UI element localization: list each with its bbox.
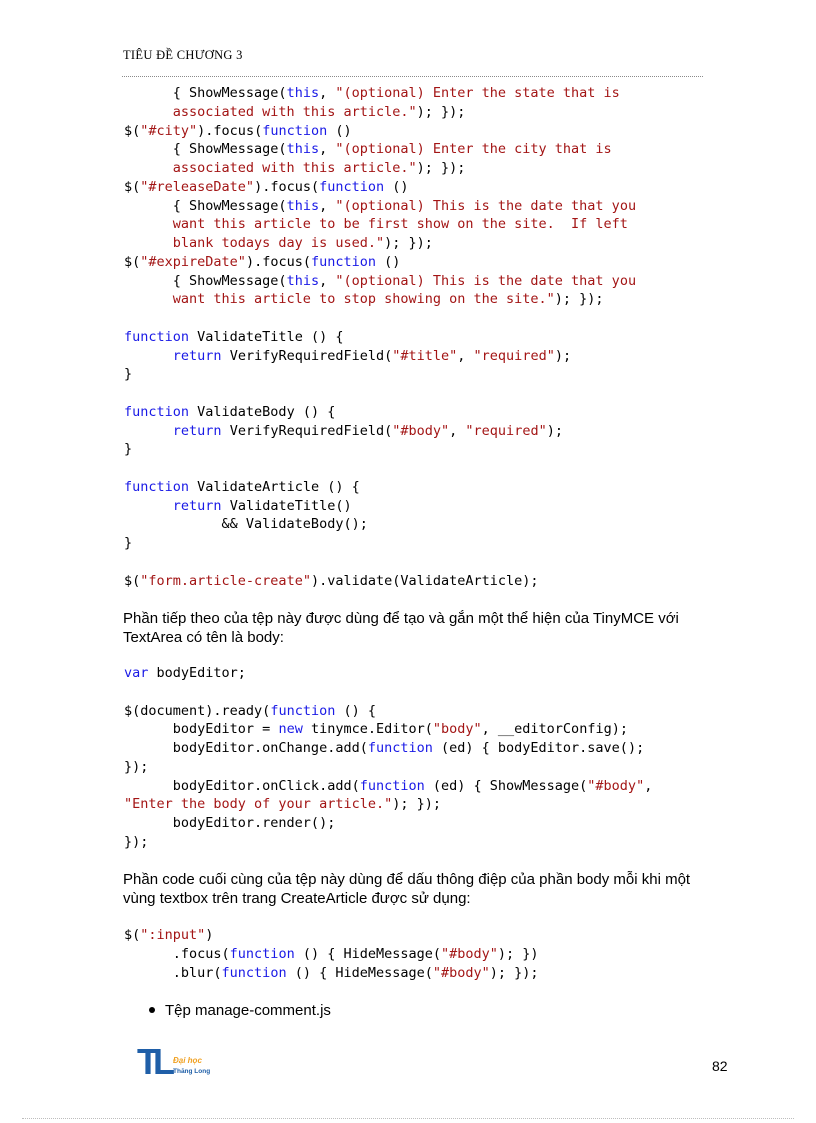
code-block-hide-message: [124, 926, 539, 982]
code-token: (ed) { ShowMessage(: [424, 777, 588, 794]
code-token: }: [124, 535, 133, 551]
code-token: ,: [319, 141, 336, 158]
logo-line-2: Thăng Long: [173, 1068, 211, 1075]
code-token: (): [327, 122, 352, 139]
code-token: .blur(: [124, 964, 222, 981]
code-token: VerifyRequiredField(: [221, 347, 393, 364]
code-line: [124, 927, 213, 943]
code-token: () { HideMessage(: [294, 945, 442, 962]
code-token: "required": [473, 347, 555, 364]
code-token: this: [286, 272, 320, 289]
code-token: tinymce.Editor(: [302, 721, 433, 738]
code-line: [124, 160, 465, 176]
code-token: ,: [457, 347, 474, 364]
code-token: ,: [319, 85, 336, 101]
code-token: ); });: [416, 160, 466, 176]
code-token: }: [124, 366, 133, 383]
code-token: ).focus(: [197, 122, 263, 139]
code-token: "#body": [432, 964, 490, 981]
code-token: ,: [449, 422, 466, 439]
page-header-title: TIÊU ĐỀ CHƯƠNG 3: [123, 48, 243, 62]
bullet-item-manage-comment: [149, 1001, 331, 1020]
code-line: [124, 759, 148, 775]
code-line: [124, 479, 360, 495]
code-line: [124, 123, 352, 139]
code-token: ); });: [392, 796, 441, 813]
code-token: ); });: [384, 235, 433, 251]
code-token: $(: [124, 178, 141, 195]
code-token: { ShowMessage(: [124, 85, 287, 101]
code-line: [124, 796, 441, 812]
code-token: "#expireDate": [140, 253, 246, 270]
code-line: [124, 516, 368, 532]
code-token: this: [286, 141, 320, 158]
code-line: [124, 965, 539, 981]
code-token: "#title": [392, 347, 458, 364]
code-token: (): [376, 253, 401, 270]
code-line: [124, 703, 376, 719]
code-token: $(document).ready(: [124, 702, 271, 719]
code-line: [124, 235, 433, 251]
bullet-text: Tệp manage-comment.js: [165, 1002, 331, 1019]
code-token: function: [319, 178, 385, 195]
code-token: ,: [644, 777, 653, 794]
logo-line-1: Đại học: [173, 1056, 202, 1065]
code-token: "#body": [441, 945, 498, 962]
code-token: function: [367, 740, 433, 756]
code-line: [124, 329, 343, 345]
code-token: ValidateBody () {: [189, 403, 336, 420]
code-line: [124, 404, 335, 420]
code-line: [124, 778, 652, 794]
code-token: () { HideMessage(: [286, 964, 433, 981]
code-token: (): [384, 178, 409, 195]
code-token: associated with this article.": [124, 103, 417, 120]
code-line: [124, 441, 132, 457]
code-token: "(optional) Enter the state that is: [335, 85, 620, 101]
university-logo: [137, 1042, 227, 1078]
code-token: ).validate(ValidateArticle);: [310, 572, 539, 589]
code-token: function: [262, 122, 328, 139]
code-line: [124, 291, 604, 307]
code-line: [124, 216, 628, 232]
code-line: [124, 834, 148, 850]
code-token: });: [124, 833, 149, 850]
code-line: [124, 348, 571, 364]
code-token: $(: [124, 927, 141, 943]
code-token: return: [172, 422, 222, 439]
code-token: ); });: [554, 291, 604, 308]
code-token: && ValidateBody();: [124, 516, 368, 533]
paragraph-hide-message-intro: Phần code cuối cùng của tệp này dùng để dấu thông điệp của phần body mỗi khi một vùng textbox trên trang CreateArticle được sử dụng:: [123, 871, 691, 907]
code-token: "(optional) Enter the city that is: [335, 141, 612, 158]
code-line: [124, 366, 132, 382]
code-token: , __editorConfig);: [481, 721, 628, 738]
code-token: "body": [432, 721, 482, 738]
code-token: "Enter the body of your article.": [124, 796, 393, 813]
paragraph-tinymce-intro: Phần tiếp theo của tệp này được dùng để tạo và gắn một thể hiện của TinyMCE với TextArea có tên là body:: [123, 610, 679, 646]
code-line: [124, 721, 628, 737]
code-token: ValidateTitle(): [221, 497, 352, 514]
code-token: "#city": [140, 122, 198, 139]
code-token: );: [554, 347, 572, 364]
logo-mark: TL: [137, 1042, 169, 1078]
code-token: { ShowMessage(: [124, 197, 287, 214]
code-line: [124, 141, 612, 157]
code-token: ValidateTitle () {: [189, 328, 344, 345]
code-token: ); }): [497, 945, 539, 962]
code-block-event-handlers: [124, 84, 636, 590]
page-bottom-border: [22, 1118, 794, 1119]
code-token: }: [124, 441, 133, 458]
code-token: "form.article-create": [140, 572, 311, 589]
code-token: function: [221, 964, 287, 981]
code-token: ":input": [140, 927, 206, 943]
code-token: ): [205, 927, 214, 943]
code-token: bodyEditor.onClick.add(: [124, 777, 360, 794]
code-token: ).focus(: [245, 253, 311, 270]
code-token: "#body": [587, 777, 645, 794]
code-block-tinymce-setup: [124, 664, 652, 852]
code-line: [124, 573, 539, 589]
code-token: want this article to stop showing on the site.": [124, 291, 555, 308]
code-token: "#body": [392, 422, 450, 439]
code-token: ValidateArticle () {: [189, 478, 360, 495]
code-line: [124, 740, 644, 756]
code-token: ,: [319, 272, 336, 289]
code-token: "(optional) This is the date that you: [335, 272, 637, 289]
code-line: [124, 104, 465, 120]
code-token: $(: [124, 572, 141, 589]
code-line: [124, 815, 335, 831]
code-line: [124, 254, 400, 270]
code-token: function: [270, 702, 336, 719]
bullet-dot-icon: [149, 1007, 155, 1013]
code-token: $(: [124, 122, 141, 139]
code-token: new: [278, 721, 303, 738]
code-token: var: [124, 665, 149, 681]
code-token: [124, 423, 173, 439]
code-token: bodyEditor =: [124, 721, 279, 738]
code-token: return: [172, 497, 222, 514]
code-token: associated with this article.": [124, 160, 417, 176]
code-token: () {: [335, 702, 376, 719]
code-token: { ShowMessage(: [124, 272, 287, 289]
code-token: });: [124, 758, 149, 775]
page-number: 82: [712, 1058, 728, 1074]
code-token: blank todays day is used.": [124, 235, 385, 251]
code-token: (ed) { bodyEditor.save();: [432, 740, 645, 756]
code-token: { ShowMessage(: [124, 141, 287, 158]
code-token: function: [124, 403, 190, 420]
code-token: $(: [124, 253, 141, 270]
code-line: [124, 498, 352, 514]
code-token: ).focus(: [254, 178, 320, 195]
code-token: bodyEditor;: [148, 665, 246, 681]
code-line: [124, 423, 563, 439]
code-token: return: [172, 347, 222, 364]
code-token: ); });: [416, 103, 466, 120]
code-token: function: [124, 478, 190, 495]
code-line: [124, 946, 539, 962]
code-token: want this article to be first show on the site. If left: [124, 216, 628, 233]
code-token: this: [286, 85, 320, 101]
code-line: [124, 535, 132, 551]
code-line: [124, 85, 620, 101]
code-token: "required": [465, 422, 547, 439]
code-token: function: [124, 328, 190, 345]
code-token: [124, 498, 173, 514]
code-token: ,: [319, 197, 336, 214]
header-divider: [122, 76, 703, 77]
code-token: );: [546, 422, 563, 439]
code-token: "#releaseDate": [140, 178, 255, 195]
code-line: [124, 273, 636, 289]
code-token: this: [286, 197, 320, 214]
code-token: function: [359, 777, 425, 794]
code-token: [124, 348, 173, 364]
code-token: .focus(: [124, 945, 230, 962]
code-line: [124, 665, 246, 681]
code-token: VerifyRequiredField(: [221, 422, 393, 439]
code-token: bodyEditor.render();: [124, 815, 336, 831]
code-line: [124, 198, 636, 214]
code-token: function: [310, 253, 376, 270]
code-line: [124, 179, 409, 195]
code-token: function: [229, 945, 295, 962]
code-token: ); });: [489, 964, 539, 981]
code-token: "(optional) This is the date that you: [335, 197, 637, 214]
code-token: bodyEditor.onChange.add(: [124, 740, 368, 756]
